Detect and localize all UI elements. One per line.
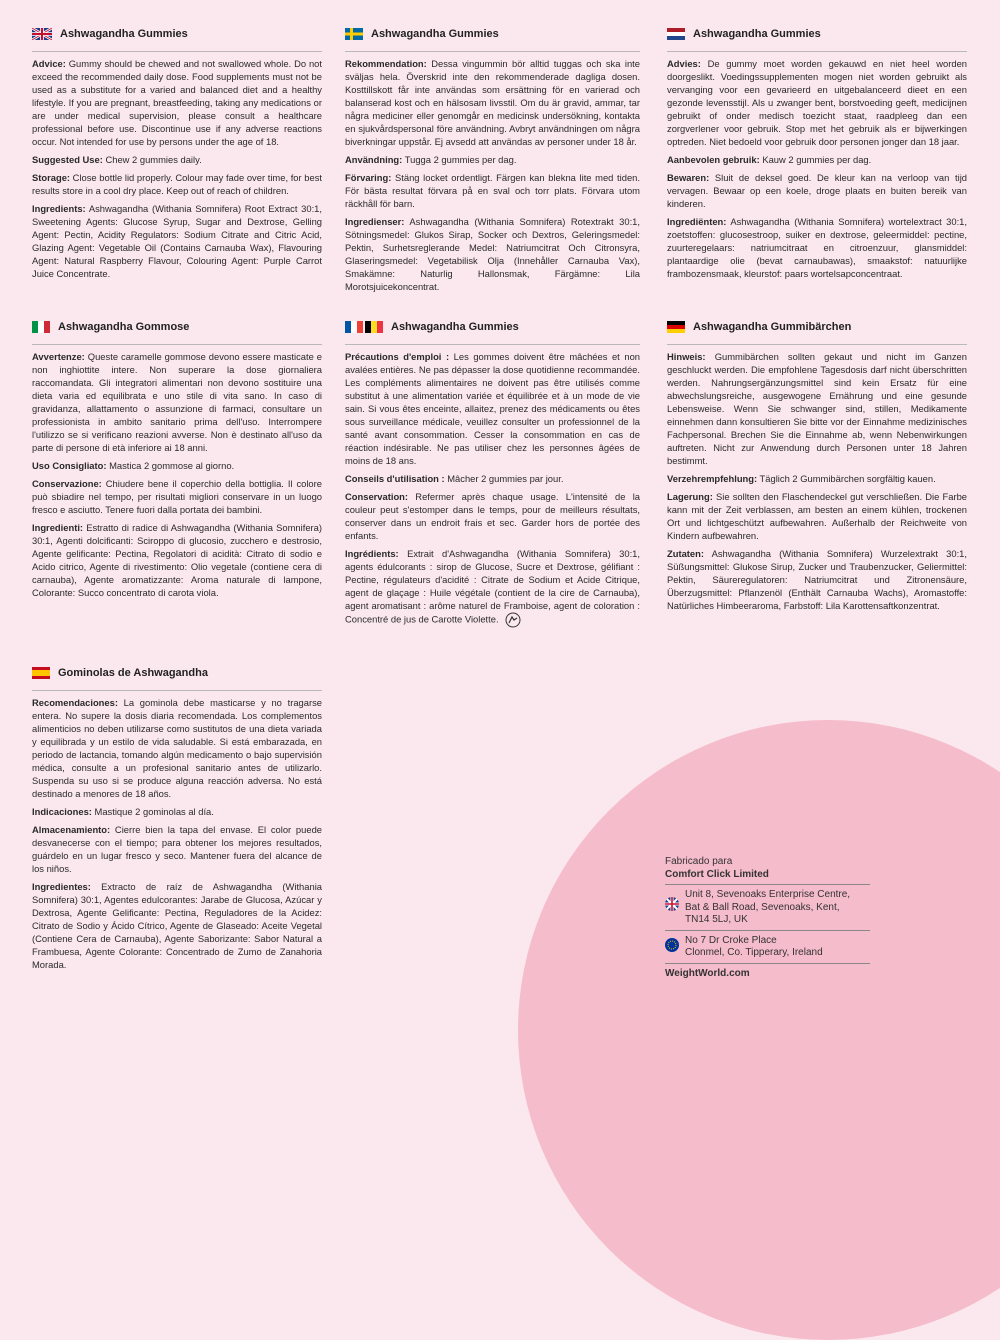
section-title: Ashwagandha Gummies [371, 28, 499, 40]
section-german [667, 318, 967, 612]
section-french [345, 318, 640, 628]
belgium-flag-icon [365, 321, 383, 333]
divider [32, 51, 322, 52]
section-dutch [667, 25, 967, 308]
section-header [345, 25, 640, 43]
uk-flag-icon [665, 897, 679, 911]
uk-flag-icon [32, 28, 52, 40]
column-right [667, 25, 967, 622]
section-english [32, 25, 322, 308]
section-title: Ashwagandha Gummies [60, 28, 188, 40]
suggested-use-paragraph: Aanbevolen gebruik: Kauw 2 gummies per dag. [667, 154, 872, 165]
ingredients-paragraph: Ingredients: Ashwagandha (Withania Somnifera) Root Extract 30:1, Sweetening Agents: Glucose Syrup, Sugar and Dextrose, Gelling Agent: Pectin, Acidity Regulators: Sodium Citrate and Citric Acid, Glazing Agent: Vegetable Oil (Contains Carnauba Wax), Flavouring Agent: Natural Raspberry Flavour, Colouring Agent: Purple Carrot Juice Concentrate. [32, 203, 322, 279]
storage-paragraph: Almacenamiento: Cierre bien la tapa del envase. El color puede desvanecerse con el tiempo; para obtener los mejores resultados, guárdelo en un lugar fresco y seco. Mantener fuera del alcance de los niños. [32, 824, 322, 874]
made-for-label: Fabricado para [665, 856, 733, 867]
ingredients-paragraph: Ingrediënten: Ashwagandha (Withania Somnifera) wortelextract 30:1, zoetstoffen: glucosestroop, suiker en dextrose, geleermiddel: pectine, zuurteregelaars: natriumcitraat en citroenzuur, glansmiddel: plantaardige olie (bevat carnaubawas), smaakstof: natuurlijke frambozensmaak, kleurstof: paars wortelsapconcentraat. [667, 216, 967, 279]
ingredients-paragraph: Ingredientes: Extracto de raíz de Ashwagandha (Withania Somnifera) 30:1, Agentes edulcorantes: Jarabe de Glucosa, Azúcar y Dextrosa, Agente Gelificante: Pectina, Reguladores de la Acidez: Citrato de Sodio y Ácido Cítrico, Agente de Glaseado: Aceite Vegetal (Contiene Cera de Carnauba), Agente Saborizante: Sabor Natural a Frambuesa, Agente Colorante: Concentrado de Zumo de Zanahoria Morada. [32, 881, 322, 970]
storage-paragraph: Conservation: Refermer après chaque usage. L'intensité de la couleur peut s'estomper dans le temps, pour de meilleurs résultats, conserver dans un endroit frais et sec. Garder hors de portée des enfants. [345, 491, 640, 541]
suggested-use-paragraph: Indicaciones: Mastique 2 gominolas al día. [32, 806, 214, 817]
ingredients-paragraph: Zutaten: Ashwagandha (Withania Somnifera) Wurzelextrakt 30:1, Süßungsmittel: Glukose Sirup, Zucker und Traubenzucker, Geliermittel: Pektin, Säureregulatoren: Natriumcitrat und Zitronensäure, Überzugsmittel: Pflanzenöl (Enthält Carnauba Wachs), Aromastoffe: Natürliches Himbeeraroma, Farbstoff: Lila Karottensaftkonzentrat. [667, 548, 967, 611]
divider [32, 344, 322, 345]
france-flag-icon [345, 321, 363, 333]
address-ireland [665, 930, 870, 963]
netherlands-flag-icon [667, 28, 685, 40]
website-link[interactable]: WeightWorld.com [665, 963, 870, 979]
column-left [32, 25, 322, 981]
address-line: Clonmel, Co. Tipperary, Ireland [685, 947, 823, 958]
section-header [667, 25, 967, 43]
advice-paragraph: Hinweis: Gummibärchen sollten gekaut und nicht im Ganzen geschluckt werden. Die empfohlene Tagesdosis darf nicht überschritten werden. Nahrungsergänzungsmittel sind kein Ersatz für eine abwechslungsreiche, ausgewogene Ernährung und eine gesunde Lebensweise. Wenn Sie schwanger sind, stillen, Medikamente einnehmen dann konsultieren Sie bitte vor der Einnahme medizinisches Fachpersonal. Brechen Sie die Einnahme ab, wenn Nebenwirkungen auftreten. Nicht zur Anwendung durch Personen unter 18 Jahren bestimmt. [667, 351, 967, 466]
column-middle [345, 25, 640, 638]
section-italian [32, 318, 322, 654]
address-uk-lines [685, 889, 850, 927]
triman-recycling-icon [505, 612, 521, 628]
section-title: Ashwagandha Gummibärchen [693, 321, 852, 333]
suggested-use-paragraph: Suggested Use: Chew 2 gummies daily. [32, 154, 202, 165]
section-header [32, 664, 322, 682]
section-header [667, 318, 967, 336]
eu-flag-icon [665, 938, 679, 952]
divider [345, 51, 640, 52]
section-title: Ashwagandha Gummies [693, 28, 821, 40]
germany-flag-icon [667, 321, 685, 333]
divider [32, 690, 322, 691]
address-ireland-lines [685, 935, 823, 960]
sweden-flag-icon [345, 28, 363, 40]
advice-paragraph: Advies: De gummy moet worden gekauwd en niet heel worden doorgeslikt. Voedingssupplementen mogen niet worden gebruikt als vervanging voor een gevarieerd en uitgebalanceerd dieet en een gezonde levensstijl. Als u zwanger bent, borstvoeding geeft, medicijnen gebruikt of onder medisch toezicht staat, raadpleeg dan een zorgverlener voor gebruik. Stop met het gebruik als er bijwerkingen optreden. Niet bedoeld voor gebruik door personen jonger dan 18 jaar. [667, 58, 967, 147]
italy-flag-icon [32, 321, 50, 333]
storage-paragraph: Conservazione: Chiudere bene il coperchio della bottiglia. Il colore può sbiadire nel tempo, per risultati migliori conservare in un luogo fresco e asciutto. Tenere fuori dalla portata dei bambini. [32, 478, 322, 515]
storage-paragraph: Förvaring: Stäng locket ordentligt. Färgen kan blekna lite med tiden. För bästa resultat förvara på en sval och torr plats. Förvara utom räckhåll för barn. [345, 172, 640, 209]
address-line: No 7 Dr Croke Place [685, 934, 777, 946]
storage-paragraph: Lagerung: Sie sollten den Flaschendeckel gut verschließen. Die Farbe kann mit der Zeit verblassen, am besten an einem kühlen, trockenen Ort und lichtgeschützt aufbewahren. Außerhalb der Reichweite von Kindern aufbewahren. [667, 491, 967, 541]
address-uk [665, 884, 870, 930]
section-header [32, 318, 322, 336]
advice-paragraph: Précautions d'emploi : Les gommes doivent être mâchées et non avalées entières. Ne pas dépasser la dose quotidienne recommandée. Les compléments alimentaires ne doivent pas être utilisés comme substitut à une alimentation variée et équilibrée et à un mode de vie sain. Si vous êtes enceinte, allaitez, prenez des médicaments ou êtes sous surveillance médicale, veuillez consulter un professionnel de la santé avant consommation. Cesser la consommation en cas de réaction indésirable. Ne pas utiliser chez les personnes âgées de moins de 18 ans. [345, 351, 640, 466]
suggested-use-paragraph: Conseils d'utilisation : Mâcher 2 gummies par jour. [345, 473, 564, 484]
storage-paragraph: Bewaren: Sluit de deksel goed. De kleur kan na verloop van tijd vervagen. Bewaar op een koele, droge plaats en buiten bereik van kinderen. [667, 172, 967, 209]
suggested-use-paragraph: Verzehrempfehlung: Täglich 2 Gummibärchen sorgfältig kauen. [667, 473, 936, 484]
section-title: Gominolas de Ashwagandha [58, 667, 208, 679]
spain-flag-icon [32, 667, 50, 679]
divider [345, 344, 640, 345]
suggested-use-paragraph: Användning: Tugga 2 gummies per dag. [345, 154, 517, 165]
section-swedish [345, 25, 640, 308]
decorative-pink-circle [518, 720, 1000, 1340]
divider [667, 344, 967, 345]
advice-paragraph: Advice: Gummy should be chewed and not swallowed whole. Do not exceed the recommended daily dose. Food supplements must not be used as a substitute for a varied and balanced diet and a healthy lifestyle. If you are pregnant, breastfeeding, taking any medications or are under medical supervision, please consult a healthcare professional before use. Discontinue use if any adverse reactions occur. Not intended for use by persons under the age of 18. [32, 58, 322, 147]
storage-paragraph: Storage: Close bottle lid properly. Colour may fade over time, for best results store in a cool dry place. Keep out of reach of children. [32, 172, 322, 196]
section-header [32, 25, 322, 43]
advice-paragraph: Recomendaciones: La gominola debe masticarse y no tragarse entera. No supere la dosis diaria recomendada. Los complementos alimenticios no deben utilizarse como sustitutos de una dieta variada y equilibrada y un estilo de vida saludable. Si está embarazada, en periodo de lactancia, tomando algún medicamento o bajo supervisión médica, consulte a un profesional sanitario antes de utilizarlo. Suspenda su uso si se produce alguna reacción adversa. No está destinado a menores de 18 años. [32, 697, 322, 799]
section-title: Ashwagandha Gummies [391, 321, 519, 333]
divider [667, 51, 967, 52]
address-line: TN14 5LJ, UK [685, 914, 748, 925]
ingredients-paragraph: Ingredienser: Ashwagandha (Withania Somnifera) Rotextrakt 30:1, Sötningsmedel: Glukos Sirap, Socker och Dextros, Geleringsmedel: Pektin, Surhetsreglerande Medel: Natriumcitrat Och Citronsyra, Glaseringsmedel: Vegetabilisk Olja (Innehåller Carnauba Vax), Smakämne: Naturlig Hallonsmak, Färgämne: Lila Morotsjuicekoncentrat. [345, 216, 640, 292]
ingredients-paragraph: Ingredienti: Estratto di radice di Ashwagandha (Withania Somnifera) 30:1, Agenti dolcificanti: Sciroppo di glucosio, zucchero e destrosio, Agente gelificante: Pectina, Regolatori di acidità: Citrato di sodio e Acido citrico, Agente di rivestimento: Olio vegetale (contiene cera di carnauba), Agente aromatizzante: Aroma naturale di lampone, Colorante: Succo concentrato di carota viola. [32, 522, 322, 598]
section-title: Ashwagandha Gommose [58, 321, 190, 333]
manufacturer-info [665, 855, 870, 979]
section-header [345, 318, 640, 336]
suggested-use-paragraph: Uso Consigliato: Mastica 2 gommose al giorno. [32, 460, 235, 471]
address-line: Unit 8, Sevenoaks Enterprise Centre, [685, 889, 851, 900]
ingredients-paragraph: Ingrédients: Extrait d'Ashwagandha (Withania Somnifera) 30:1, agents édulcorants : sirop de Glucose, Sucre et Dextrose, gélifiant : Pectine, régulateurs d'acidité : Citrate de Sodium et Acide Citrique, agent de glaçage : Huile végétale (contient de la cire de Carnauba), agent aromatisant : arôme naturel de Framboise, agent de coloration : Concentré de jus de Carotte Violette. [345, 547, 640, 628]
address-line: Bat & Ball Road, Sevenoaks, Kent, [685, 901, 840, 913]
section-spanish [32, 664, 322, 971]
advice-paragraph: Rekommendation: Dessa vingummin bör alltid tuggas och ska inte sväljas hela. Överskrid inte den rekommenderade dagliga dosen. Kosttillskott får inte användas som ersättning för en varierad och balanserad kost och en hälsosam livsstil. Om du är gravid, ammar, tar några mediciner eller genomgår en medicinsk undersökning, kontakta en sjukvårdspersonal före användning. Avbryt användningen om några biverkningar uppstår. Ej avsedd att användas av personer under 18 år. [345, 58, 640, 147]
company-name: Comfort Click Limited [665, 869, 769, 880]
advice-paragraph: Avvertenze: Queste caramelle gommose devono essere masticate e non inghiottite intere. Non superare la dose giornaliera raccomandata. Gli integratori alimentari non devono sostituire una dieta varia ed equilibrata e uno stile di vita sano. In caso di gravidanza, allattamento o assunzione di farmaci, consultare un professionista in ambito sanitario prima dell'uso. Interrompere l'utilizzo se si verificano reazioni avverse. Non è destinato all'uso da parte di persone di età inferiore ai 18 anni. [32, 351, 322, 453]
